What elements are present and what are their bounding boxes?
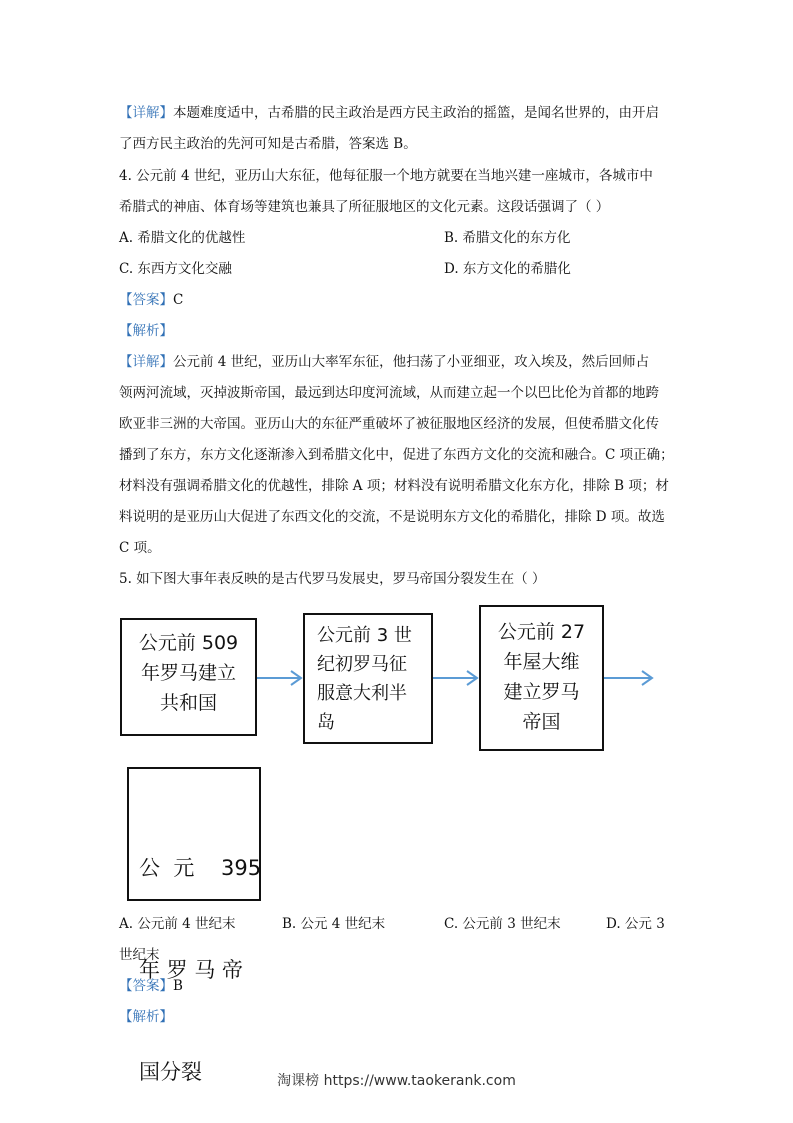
timeline-text: 公 元 395 (139, 856, 262, 880)
analysis-tag: 【解析】 (119, 1009, 173, 1025)
timeline-text: 公元前 509 (138, 632, 239, 654)
answer-value: C (173, 292, 184, 308)
option-c: C. 公元前 3 世纪末 (444, 916, 561, 932)
timeline-text: 纪初罗马征 (317, 654, 407, 675)
timeline-text: 帝国 (522, 711, 561, 733)
question-4-stem: 希腊式的神庙、体育场等建筑也兼具了所征服地区的文化元素。这段话强调了（ ） (119, 199, 610, 215)
timeline-text: 服意大利半 (317, 683, 407, 704)
detail-text: 本题难度适中，古希腊的民主政治是西方民主政治的摇篮，是闻名世界的，由开启 (173, 105, 659, 121)
timeline-text: 岛 (317, 712, 335, 733)
timeline-text: 国分裂 (139, 1060, 202, 1084)
answer-line (119, 290, 183, 310)
timeline-text: 共和国 (159, 692, 217, 714)
answer-value: B (173, 978, 183, 994)
analysis-tag: 【解析】 (119, 323, 173, 339)
answer-tag: 【答案】 (119, 978, 173, 994)
timeline-box-509bc (120, 618, 257, 736)
footer-watermark: 淘课榜 https://www.taokerank.com (277, 1073, 516, 1089)
option-d-continued: 世纪末 (119, 947, 160, 963)
answer-line (119, 976, 183, 996)
timeline-box-27bc (479, 605, 604, 751)
timeline-text: 年屋大维 (503, 651, 580, 673)
detail-text: 材料没有强调希腊文化的优越性，排除 A 项；材料没有说明希腊文化东方化，排除 B 项；材 (119, 478, 669, 494)
answer-tag: 【答案】 (119, 292, 173, 308)
option-a: A. 公元前 4 世纪末 (119, 916, 236, 932)
option-b: B. 公元 4 世纪末 (282, 916, 386, 932)
option-c: C. 东西方文化交融 (119, 261, 232, 277)
option-d: D. 公元 3 (606, 916, 665, 932)
timeline-text: 年罗马建立 (140, 662, 236, 684)
detail-text: 播到了东方，东方文化逐渐渗入到希腊文化中，促进了东西方文化的交流和融合。C 项正确； (119, 447, 674, 463)
arrow-right-icon (433, 668, 481, 688)
timeline-text: 年 罗 马 帝 (139, 958, 244, 982)
arrow-right-icon (604, 668, 656, 688)
arrow-right-icon (257, 668, 305, 688)
detail-text: 公元前 4 世纪，亚历山大率军东征，他扫荡了小亚细亚，攻入埃及，然后回师占 (173, 354, 650, 370)
detail-tag: 【详解】 (119, 105, 173, 121)
option-d: D. 东方文化的希腊化 (444, 261, 571, 277)
question-4-stem: 4. 公元前 4 世纪，亚历山大东征，他每征服一个地方就要在当地兴建一座城市，各城市中 (119, 168, 653, 184)
detail-line (119, 103, 659, 123)
option-a: A. 希腊文化的优越性 (119, 230, 246, 246)
detail-tag: 【详解】 (119, 354, 173, 370)
timeline-text: 公元前 3 世 (317, 625, 412, 646)
question-5-stem: 5. 如下图大事年表反映的是古代罗马发展史，罗马帝国分裂发生在（ ） (119, 571, 546, 587)
detail-line (119, 352, 649, 372)
timeline-text: 建立罗马 (503, 681, 580, 703)
detail-text: 了西方民主政治的先河可知是古希腊，答案选 B。 (119, 136, 417, 152)
detail-text: 料说明的是亚历山大促进了东西文化的交流，不是说明东方文化的希腊化，排除 D 项。故选 (119, 509, 665, 525)
timeline-box-3rd-century-bc (303, 613, 433, 744)
detail-text: 领两河流域，灭掉波斯帝国，最远到达印度河流域，从而建立起一个以巴比伦为首都的地跨 (119, 385, 659, 401)
option-b: B. 希腊文化的东方化 (444, 230, 571, 246)
detail-text: 欧亚非三洲的大帝国。亚历山大的东征严重破坏了被征服地区经济的发展，但使希腊文化传 (119, 416, 659, 432)
timeline-text: 公元前 27 (497, 621, 586, 643)
detail-text: C 项。 (119, 540, 161, 556)
